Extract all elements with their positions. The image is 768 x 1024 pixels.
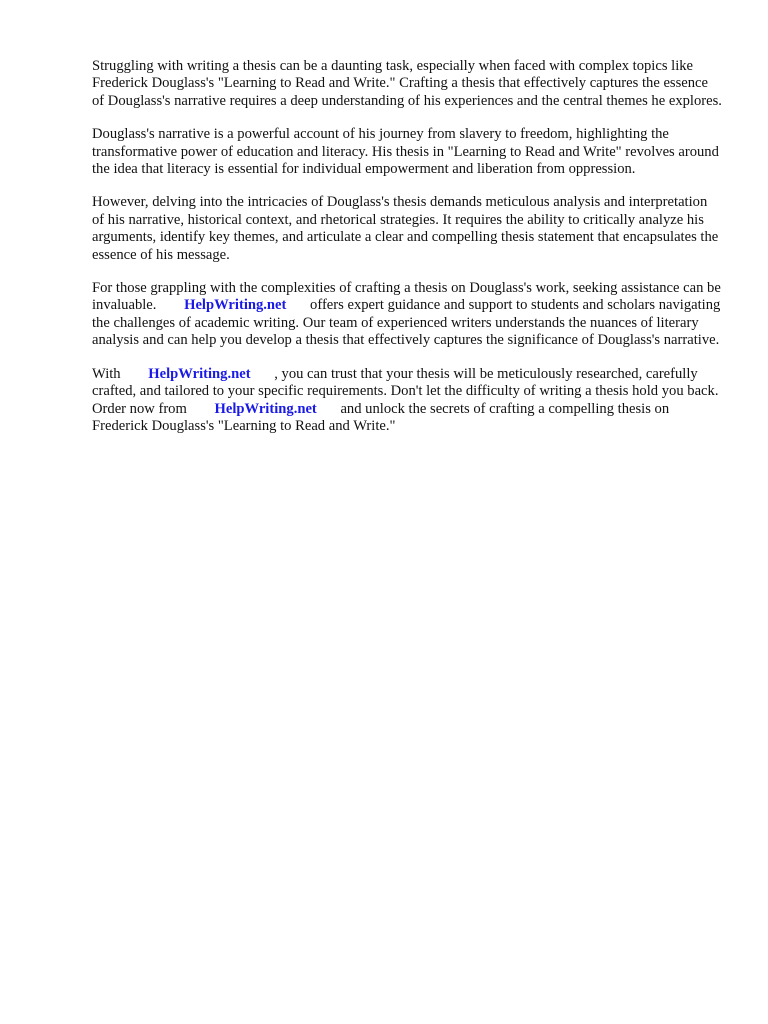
helpwriting-link-1[interactable]: HelpWriting.net bbox=[184, 297, 287, 314]
document-page bbox=[92, 58, 722, 451]
paragraph-closing-text-before: With bbox=[92, 365, 121, 382]
paragraph-analysis: However, delving into the intricacies of Douglass's thesis demands meticulous analysis and interpretation of his narrative, historical context, and rhetorical strategies. It requires the ability to critically analyze his arguments, identify key themes, and articulate a clear and compelling thesis statement that encapsulates the essence of his message. bbox=[92, 194, 719, 263]
paragraph-closing-text-after: and unlock the secrets of crafting a compelling thesis on Frederick Douglass's "Learning to Read and Write." bbox=[92, 400, 670, 434]
paragraph-closing-text-middle: , you can trust that your thesis will be meticulously researched, carefully crafted, and tailored to your specific requirements. Don't let the difficulty of writing a thesis hold you back. Order now from bbox=[92, 365, 719, 417]
helpwriting-link-2[interactable]: HelpWriting.net bbox=[148, 365, 251, 382]
paragraph-assistance bbox=[92, 280, 722, 350]
paragraph-closing bbox=[92, 366, 722, 436]
paragraph-assistance-text-before: For those grappling with the complexities of crafting a thesis on Douglass's work, seeking assistance can be invaluable. bbox=[92, 280, 721, 314]
paragraph-intro: Struggling with writing a thesis can be a daunting task, especially when faced with complex topics like Frederick Douglass's "Learning to Read and Write." Crafting a thesis that effectively captures the essence of Douglass's narrative requires a deep understanding of his experiences and the central themes he explores. bbox=[92, 58, 722, 109]
helpwriting-link-3[interactable]: HelpWriting.net bbox=[214, 400, 317, 417]
paragraph-assistance-text-after: offers expert guidance and support to students and scholars navigating the challenges of academic writing. Our team of experienced writers understands the nuances of literary analysis and can help you develop a thesis that effectively captures the significance of Douglass's narrative. bbox=[92, 297, 721, 349]
paragraph-narrative: Douglass's narrative is a powerful account of his journey from slavery to freedom, highlighting the transformative power of education and literacy. His thesis in "Learning to Read and Write" revolves around the idea that literacy is essential for individual empowerment and liberation from oppression. bbox=[92, 126, 719, 178]
